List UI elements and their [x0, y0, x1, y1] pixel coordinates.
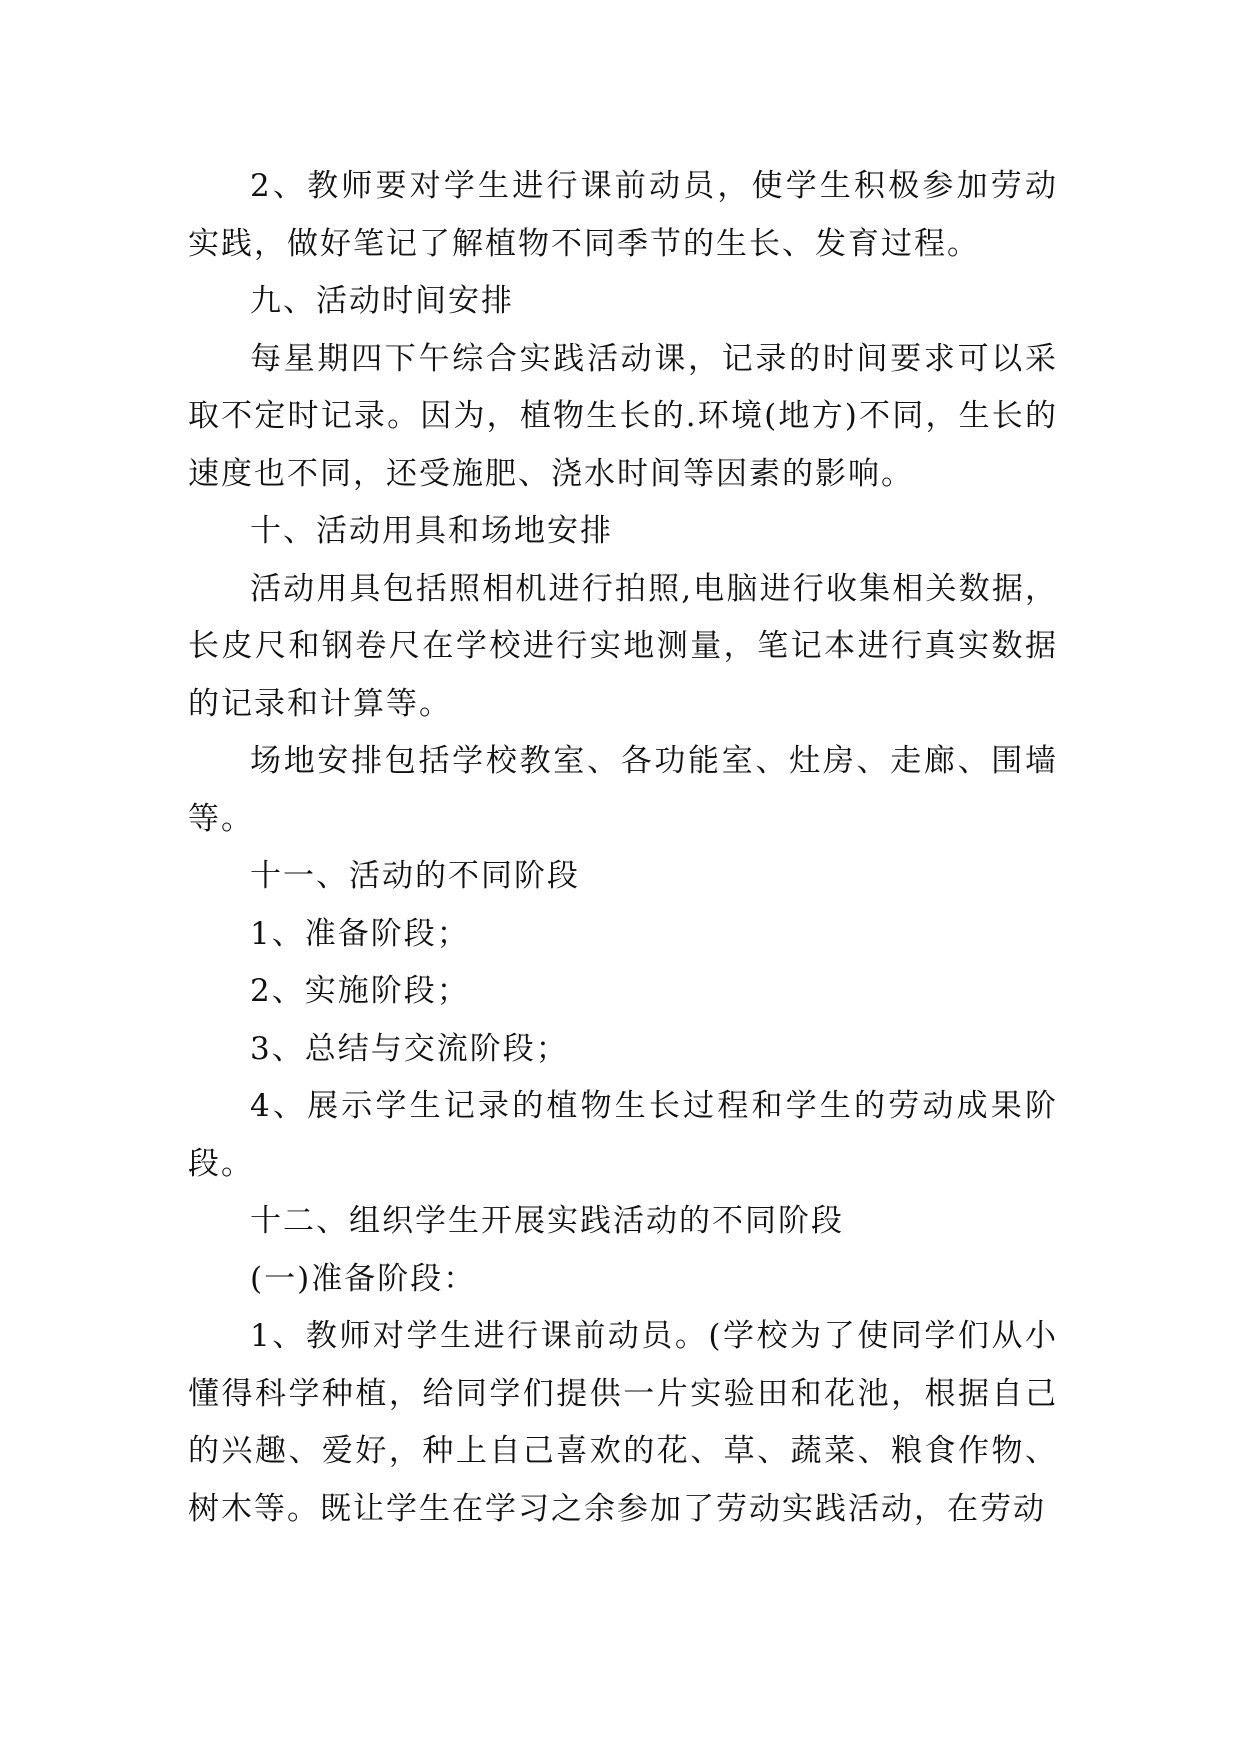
- subheading-preparation: (一)准备阶段：: [250, 1260, 477, 1297]
- heading-activity-schedule: 九、活动时间安排: [250, 283, 514, 319]
- paragraph-tools: 活动用具包括照相机进行拍照,电脑进行收集相关数据，长皮尺和钢卷尺在学校进行实地测量，笔记本进行真实数据的记录和计算等。: [188, 570, 1058, 722]
- heading-practice-stages: 十二、组织学生开展实践活动的不同阶段: [250, 1203, 844, 1239]
- document-body: [188, 158, 1058, 1538]
- list-item-stage-4: 4、展示学生记录的植物生长过程和学生的劳动成果阶段。: [188, 1088, 1058, 1182]
- paragraph-venue: 场地安排包括学校教室、各功能室、灶房、走廊、围墙等。: [188, 743, 1058, 837]
- heading-activity-stages: 十一、活动的不同阶段: [250, 858, 580, 894]
- paragraph-schedule: 每星期四下午综合实践活动课，记录的时间要求可以采取不定时记录。因为，植物生长的.环境(地方)不同，生长的速度也不同，还受施肥、浇水时间等因素的影响。: [188, 340, 1058, 492]
- list-item-stage-1: 1、准备阶段；: [250, 915, 470, 952]
- heading-tools-venue: 十、活动用具和场地安排: [250, 513, 613, 549]
- list-item-stage-3: 3、总结与交流阶段；: [250, 1030, 569, 1067]
- list-item-stage-2: 2、实施阶段；: [250, 973, 470, 1009]
- paragraph-preparation-1: 1、教师对学生进行课前动员。(学校为了使同学们从小懂得科学种植，给同学们提供一片实验田和花池，根据自己的兴趣、爱好，种上自己喜欢的花、草、蔬菜、粮食作物、树木等。既让学生在学习之余参加了劳动实践活动，在劳动: [188, 1318, 1058, 1527]
- paragraph-mobilization: 2、教师要对学生进行课前动员，使学生积极参加劳动实践，做好笔记了解植物不同季节的生长、发育过程。: [188, 168, 1058, 262]
